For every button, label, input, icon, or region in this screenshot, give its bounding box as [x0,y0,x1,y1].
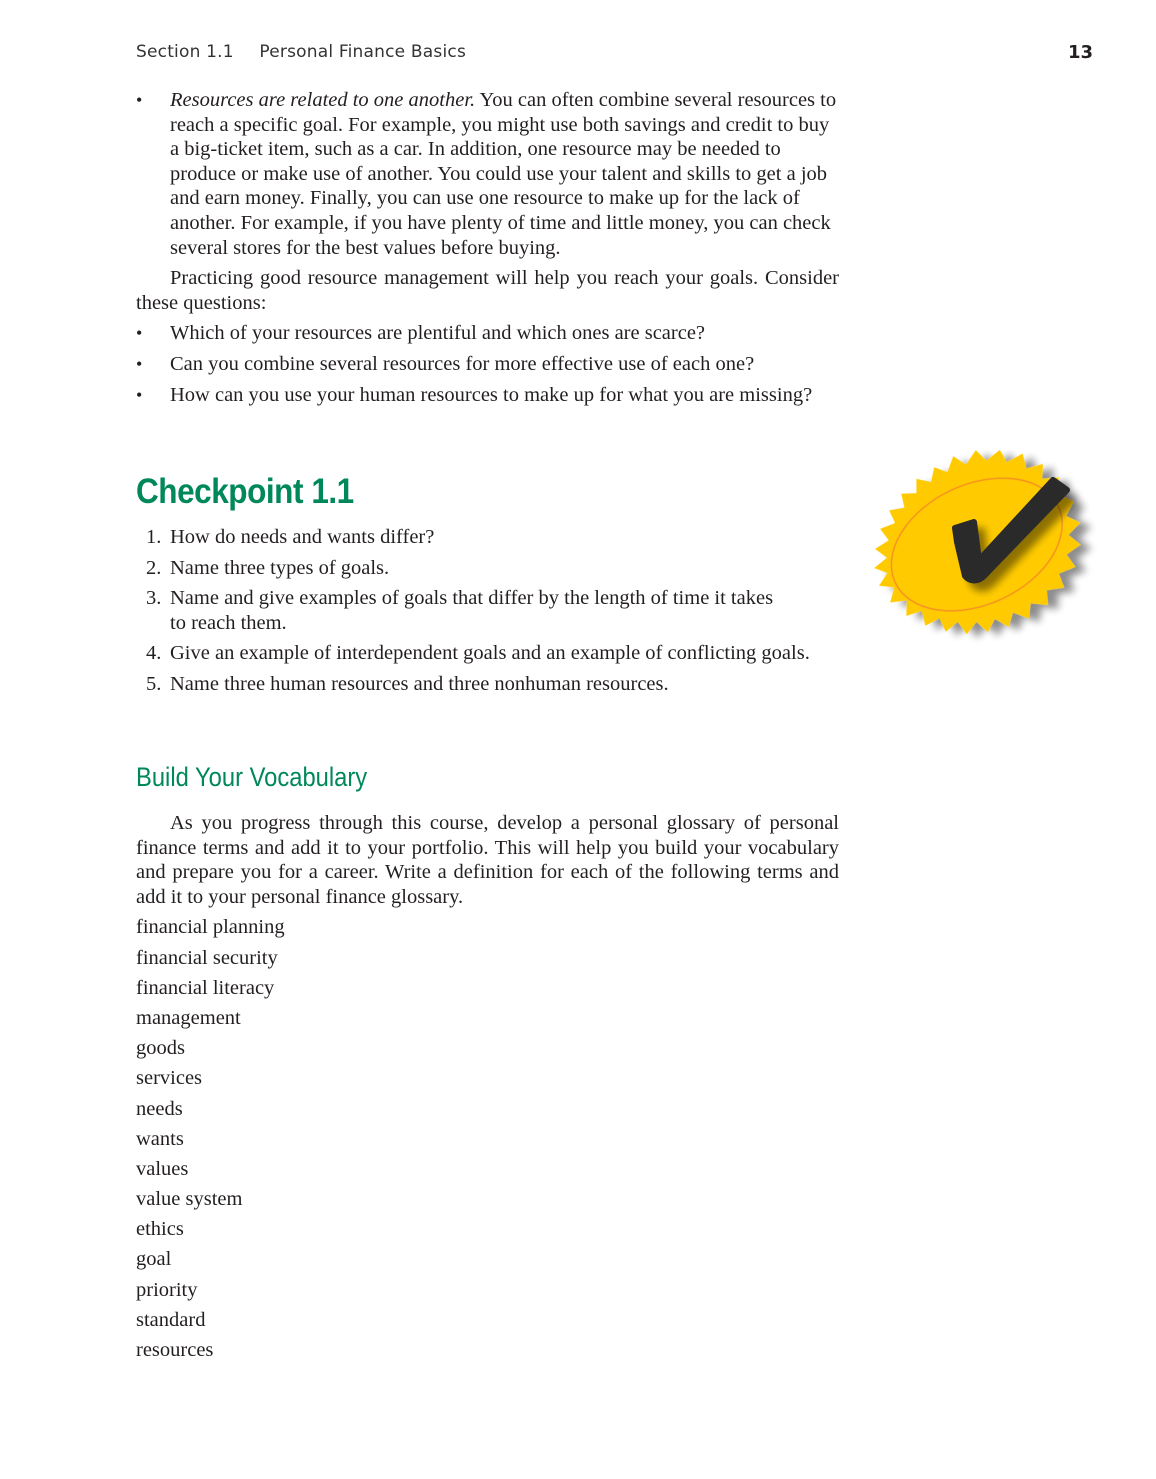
page-number: 13 [1068,42,1094,63]
section-title: Personal Finance Basics [259,42,466,62]
item-text: Name three human resources and three nonhuman resources. [170,672,669,695]
item-number: 2. [146,556,162,579]
checkpoint-item [136,556,839,581]
vocabulary-term: management [136,1006,241,1029]
bullet-icon [136,383,170,408]
section-number: Section 1.1 [136,42,234,62]
question-text: How can you use your human resources to make up for what you are missing? [170,383,813,406]
question-item [136,352,839,377]
italic-lead: Resources are related to one another. [170,89,476,111]
intro-bullet-item [136,88,839,260]
vocabulary-term: value system [136,1188,243,1211]
item-number: 1. [146,526,162,548]
checkpoint-item [136,525,839,550]
item-text: Give an example of interdependent goals and an example of conflicting goals. [170,642,810,665]
checkpoint-item [136,672,839,697]
vocabulary-term: financial planning [136,916,285,939]
vocabulary-term: goal [136,1248,172,1271]
item-text: Name three types of goals. [170,556,390,579]
checkpoint-title: Checkpoint 1.1 [136,472,354,511]
item-number: 5. [146,672,162,695]
question-item [136,321,839,346]
checkpoint-item [136,586,839,635]
vocabulary-term: financial security [136,946,278,969]
intro-bullet-list [136,88,839,260]
item-number: 4. [146,642,162,665]
vocabulary-term: financial literacy [136,976,275,999]
question-text: Which of your resources are plentiful and which ones are scarce? [170,322,706,345]
item-text: How do needs and wants differ? [170,526,435,548]
vocabulary-section [136,762,839,1368]
vocabulary-term: services [136,1067,203,1090]
running-head [136,42,466,62]
vocabulary-term: priority [136,1278,198,1301]
vocabulary-term: wants [136,1127,184,1150]
resource-management-paragraph: Practicing good resource management will help you reach your goals. Consider these questions: [136,267,839,314]
vocabulary-term: resources [136,1339,214,1361]
vocabulary-term: goods [136,1037,185,1060]
vocabulary-term: needs [136,1097,183,1120]
checkpoint-questions [136,525,839,697]
bullet-icon [136,321,170,346]
checkmark-starburst-icon [862,450,1102,650]
vocabulary-term: standard [136,1308,206,1331]
vocabulary-terms [136,915,839,1368]
checkpoint-section [136,472,839,703]
vocabulary-term: values [136,1157,189,1180]
questions-list [136,321,839,407]
question-text: Can you combine several resources for more effective use of each one? [170,352,755,375]
vocabulary-term: ethics [136,1218,184,1241]
checkpoint-item [136,641,839,666]
bullet-icon [136,352,170,377]
vocabulary-title: Build Your Vocabulary [136,762,368,792]
question-item [136,383,839,408]
item-text: Name and give examples of goals that differ by the length of time it takes to reach them. [170,587,774,634]
vocabulary-intro: As you progress through this course, develop a personal glossary of personal finance terms and add it to your portfolio. This will help you build your vocabulary and prepare you for a career. Write a definition for each of the following terms and add it to your personal finance glossary. [136,812,839,908]
resources-section [136,88,839,413]
bullet-text: You can often combine several resources to reach a specific goal. For example, you might use both savings and credit to buy a big-ticket item, such as a car. In addition, one resource may be needed to produce or make use of another. You could use your talent and skills to get a job and earn money. Finally, you can use one resource to make up for the lack of another. For example, if you have plenty of time and little money, you can check several stores for the best values before buying. [170,89,837,259]
item-number: 3. [146,587,162,610]
bullet-icon [136,88,170,113]
